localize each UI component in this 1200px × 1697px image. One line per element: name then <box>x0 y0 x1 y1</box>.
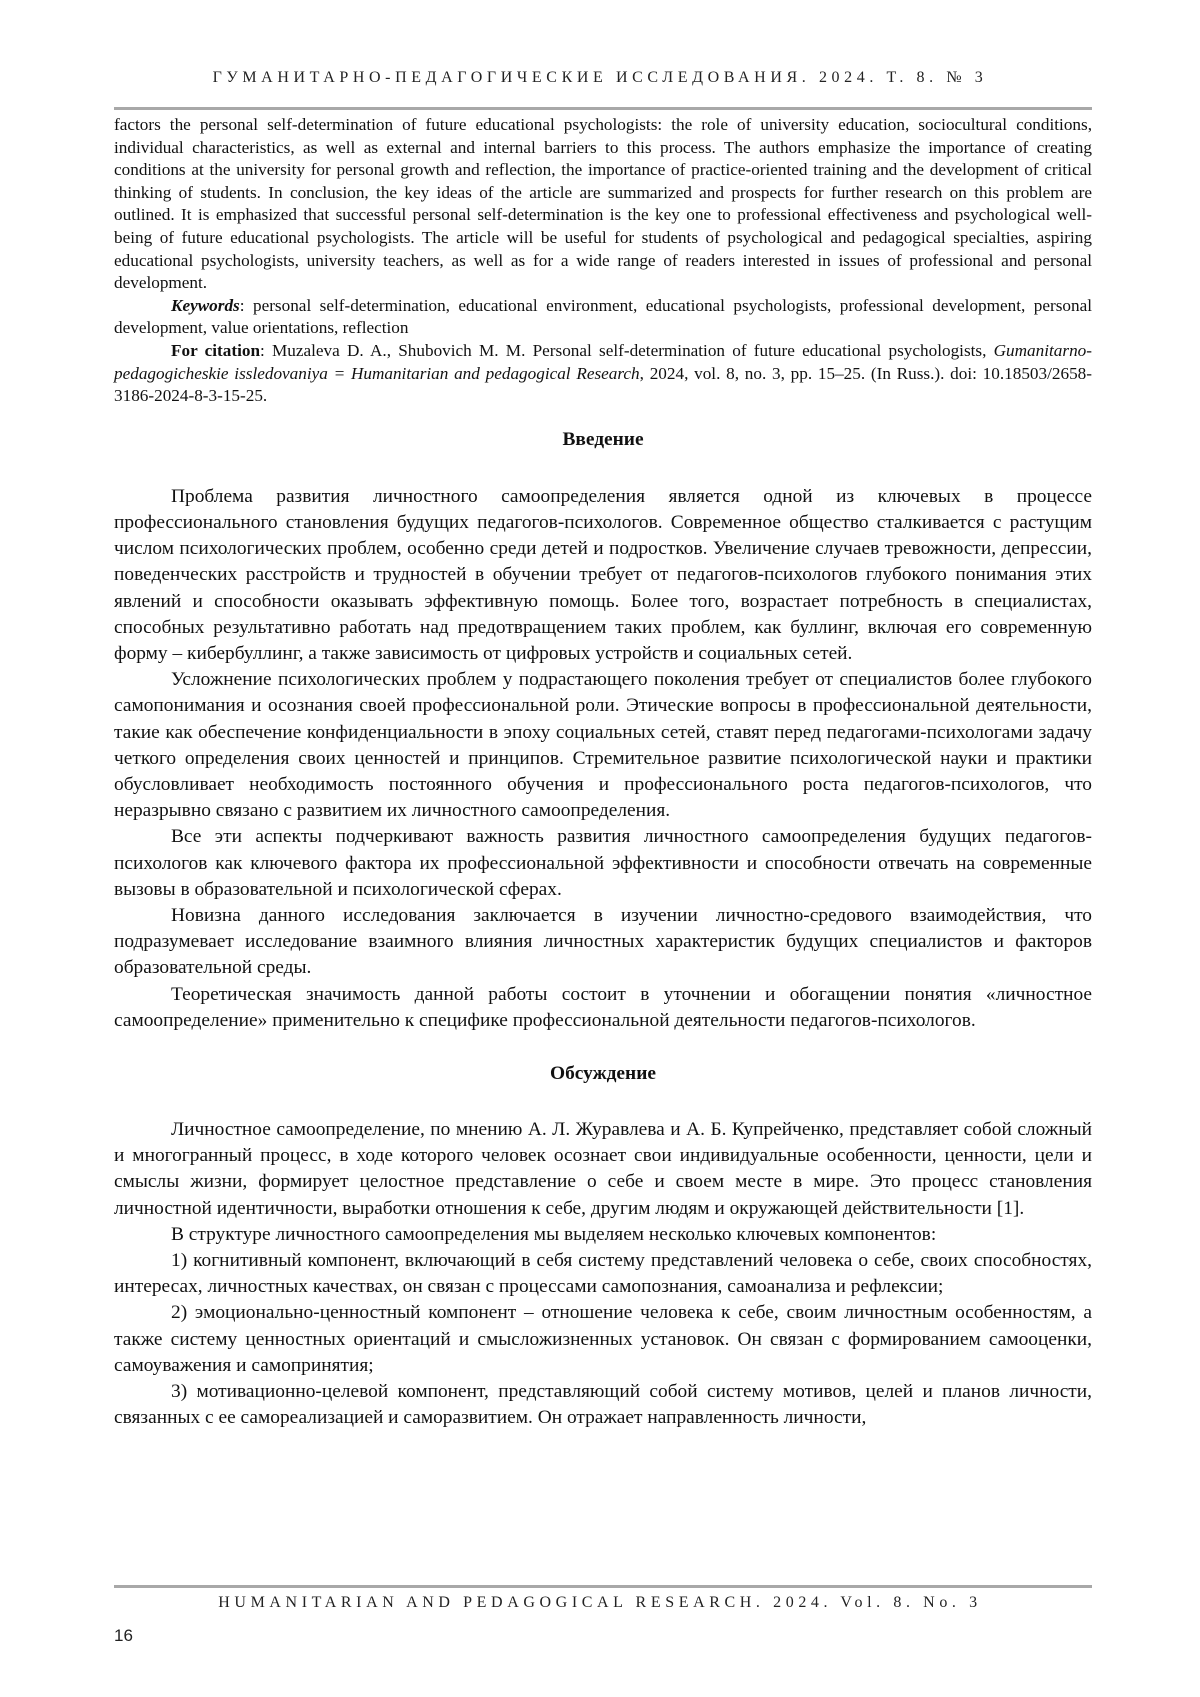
paragraph: Теоретическая значимость данной работы состоит в уточнении и обогащении понятия «личностное самоопределение» применительно к специфике профессиональной деятельности педагогов-психологов. <box>114 983 1092 1031</box>
list-item: 1) когнитивный компонент, включающий в себя систему представлений человека о себе, своих способностях, интересах, личностных качествах, он связан с процессами самопознания, самоанализа и рефлексии; <box>114 1250 1092 1298</box>
citation-journal: Gumanitarno-pedagogicheskie issledovaniya = Humanitarian and pedagogical Research <box>114 340 1092 383</box>
page-number: 16 <box>114 1626 133 1645</box>
paragraph: Все эти аспекты подчеркивают важность развития личностного самоопределения будущих педагогов-психологов как ключевого фактора их профессиональной эффективности и способности отвечать на современные вызовы в образовательной и психологической сферах. <box>114 826 1092 900</box>
keywords-text: : personal self-determination, educational environment, educational psychologists, professional development, personal development, value orientations, reflection <box>114 295 1092 338</box>
citation-paragraph <box>114 340 1092 408</box>
intro-section <box>114 484 1092 1034</box>
header-divider <box>114 107 1092 110</box>
discussion-section <box>114 1117 1092 1431</box>
section-heading-intro: Введение <box>562 428 644 450</box>
citation-text-1: : Muzaleva D. A., Shubovich M. M. Personal self-determination of future educational psychologists, <box>260 340 994 360</box>
section-heading-discussion: Обсуждение <box>550 1062 656 1084</box>
running-footer: HUMANITARIAN AND PEDAGOGICAL RESEARCH. 2024. Vol. 8. No. 3 <box>218 1594 982 1611</box>
citation-label: For citation <box>171 340 261 360</box>
running-header: ГУМАНИТАРНО-ПЕДАГОГИЧЕСКИЕ ИССЛЕДОВАНИЯ. 2024. Т. 8. № 3 <box>212 69 988 86</box>
list-item: 3) мотивационно-целевой компонент, представляющий собой систему мотивов, целей и планов личности, связанных с ее самореализацией и саморазвитием. Он отражает направленность личности, <box>114 1381 1092 1429</box>
paragraph: Усложнение психологических проблем у подрастающего поколения требует от специалистов более глубокого самопонимания и осознания своей профессиональной роли. Этические вопросы в профессиональной деятельности, такие как обеспечение конфиденциальности в эпоху социальных сетей, ставят перед педагогами-психологами задачу четкого определения своих ценностей и принципов. Стремительное развитие психологической науки и практики обусловливает необходимость постоянного обучения и профессионального роста педагогов-психологов, что неразрывно связано с развитием их личностного самоопределения. <box>114 669 1092 822</box>
abstract-continuation: factors the personal self-determination of future educational psychologists: the role of university education, sociocultural conditions, individual characteristics, as well as external and internal barriers to this process. The authors emphasize the importance of creating conditions at the university for personal growth and reflection, the importance of practice-oriented training and the development of critical thinking of students. In conclusion, the key ideas of the article are summarized and prospects for further research on this problem are outlined. It is emphasized that successful personal self-determination is the key one to professional effectiveness and psychological well-being of future educational psychologists. The article will be useful for students of psychological and pedagogical specialties, aspiring educational psychologists, university teachers, as well as for a wide range of readers interested in issues of professional and personal development. <box>114 115 1092 293</box>
paragraph: Проблема развития личностного самоопределения является одной из ключевых в процессе профессионального становления будущих педагогов-психологов. Современное общество сталкивается с растущим числом психологических проблем, особенно среди детей и подростков. Увеличение случаев тревожности, депрессии, поведенческих расстройств и трудностей в обучении требует от педагогов-психологов глубокого понимания этих явлений и способности оказывать эффективную помощь. Более того, возрастает потребность в специалистах, способных результативно работать над предотвращением таких проблем, как буллинг, включая его современную форму – кибербуллинг, а также зависимость от цифровых устройств и социальных сетей. <box>114 485 1092 664</box>
citation-text-2: , 2024, vol. 8, no. 3, pp. 15–25. (In Russ.). doi: 10.18503/2658-3186-2024-8-3-15-25. <box>114 363 1092 406</box>
list-item: 2) эмоционально-ценностный компонент – отношение человека к себе, своим личностным особенностям, а также систему ценностных ориентаций и смысложизненных установок. Он связан с формированием самооценки, самоуважения и самопринятия; <box>114 1302 1092 1376</box>
paragraph: Личностное самоопределение, по мнению А. Л. Журавлева и А. Б. Купрейченко, представляет собой сложный и многогранный процесс, в ходе которого человек осознает свои индивидуальные особенности, ценности, цели и смыслы жизни, формирует целостное представление о себе и своем месте в мире. Это процесс становления личностной идентичности, выработки отношения к себе, другим людям и окружающей действительности [1]. <box>114 1118 1092 1219</box>
article-body <box>114 114 1092 1431</box>
paragraph: В структуре личностного самоопределения мы выделяем несколько ключевых компонентов: <box>171 1223 937 1245</box>
paragraph: Новизна данного исследования заключается в изучении личностно-средового взаимодействия, что подразумевает исследование взаимного влияния личностных характеристик будущих специалистов и факторов образовательной среды. <box>114 904 1092 979</box>
keywords-label: Keywords <box>171 295 240 315</box>
keywords-paragraph <box>114 295 1092 340</box>
footer-divider <box>114 1585 1092 1588</box>
